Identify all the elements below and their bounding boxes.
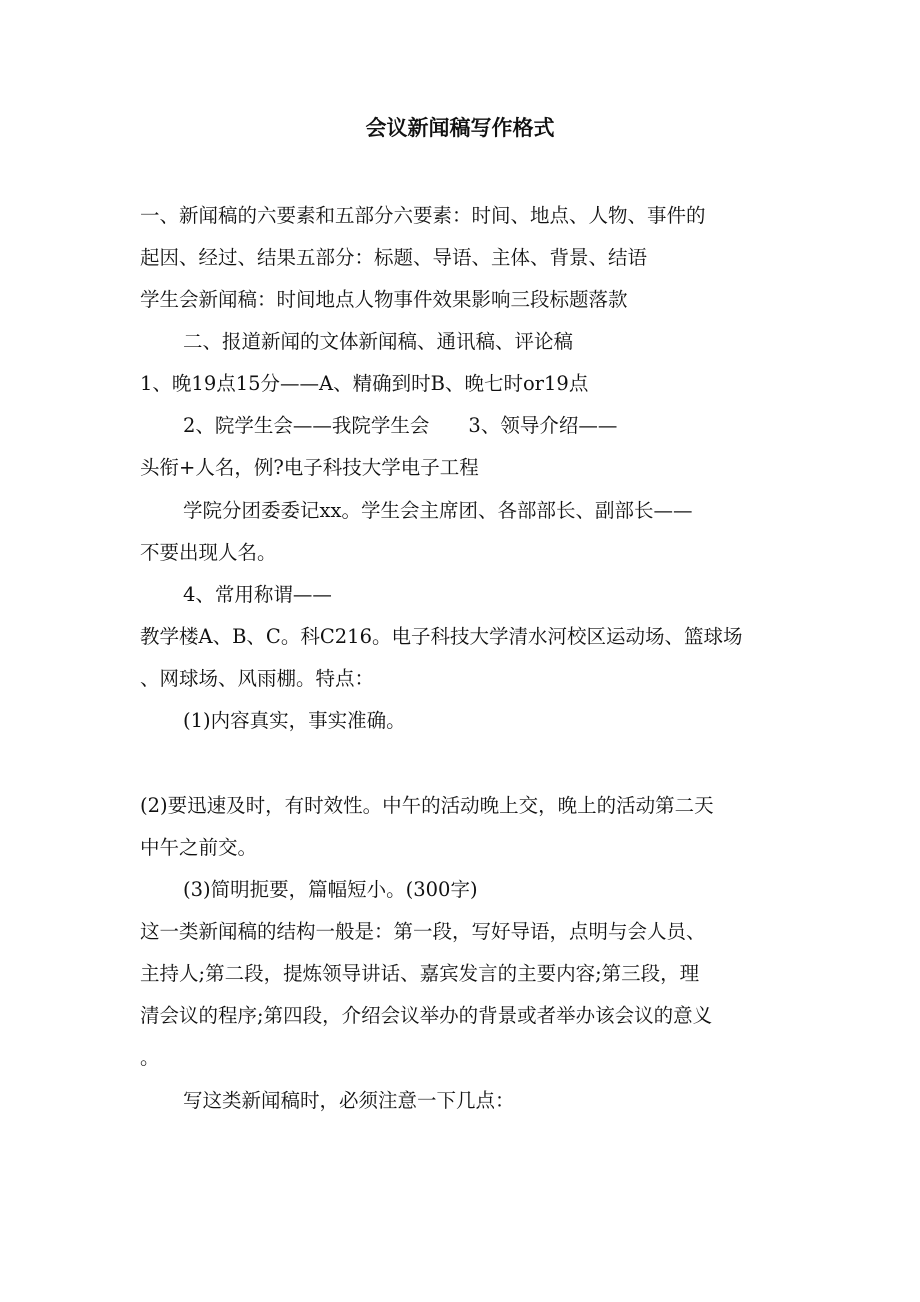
paragraph-line: (3)简明扼要，篇幅短小。(300字) [183, 878, 478, 901]
document-title: 会议新闻稿写作格式 [365, 115, 555, 140]
paragraph-line: 主持人;第二段，提炼领导讲话、嘉宾发言的主要内容;第三段，理 [140, 962, 700, 985]
paragraph-line: 一、新闻稿的六要素和五部分六要素：时间、地点、人物、事件的 [140, 204, 706, 227]
paragraph-line: 学生会新闻稿：时间地点人物事件效果影响三段标题落款 [140, 288, 628, 311]
paragraph-line: 头衔+人名，例?电子科技大学电子工程 [140, 456, 479, 479]
paragraph-line: 起因、经过、结果五部分：标题、导语、主体、背景、结语 [140, 246, 648, 269]
paragraph-line: 写这类新闻稿时，必须注意一下几点： [183, 1089, 515, 1112]
paragraph-line: 4、常用称谓—— [183, 583, 332, 606]
paragraph-line: 教学楼A、B、C。科C216。电子科技大学清水河校区运动场、篮球场 [140, 625, 743, 648]
paragraph-line: 清会议的程序;第四段，介绍会议举办的背景或者举办该会议的意义 [140, 1004, 713, 1027]
paragraph-line: 1、晚19点15分——A、精确到时B、晚七时or19点 [140, 372, 589, 395]
paragraph-line: (2)要迅速及时，有时效性。中午的活动晚上交，晚上的活动第二天 [140, 794, 714, 817]
paragraph-line: 2、院学生会——我院学生会 3、领导介绍—— [183, 414, 618, 437]
paragraph-line: 中午之前交。 [140, 836, 258, 859]
paragraph-line: 这一类新闻稿的结构一般是：第一段，写好导语，点明与会人员、 [140, 920, 706, 943]
paragraph-line: 。 [140, 1046, 160, 1069]
paragraph-line: 学院分团委委记xx。学生会主席团、各部部长、副部长—— [183, 499, 693, 522]
paragraph-line: 不要出现人名。 [140, 541, 277, 564]
paragraph-line: (1)内容真实，事实准确。 [183, 709, 406, 732]
paragraph-line: 二、报道新闻的文体新闻稿、通讯稿、评论稿 [183, 330, 574, 353]
paragraph-line: 、网球场、风雨棚。特点： [140, 667, 375, 690]
